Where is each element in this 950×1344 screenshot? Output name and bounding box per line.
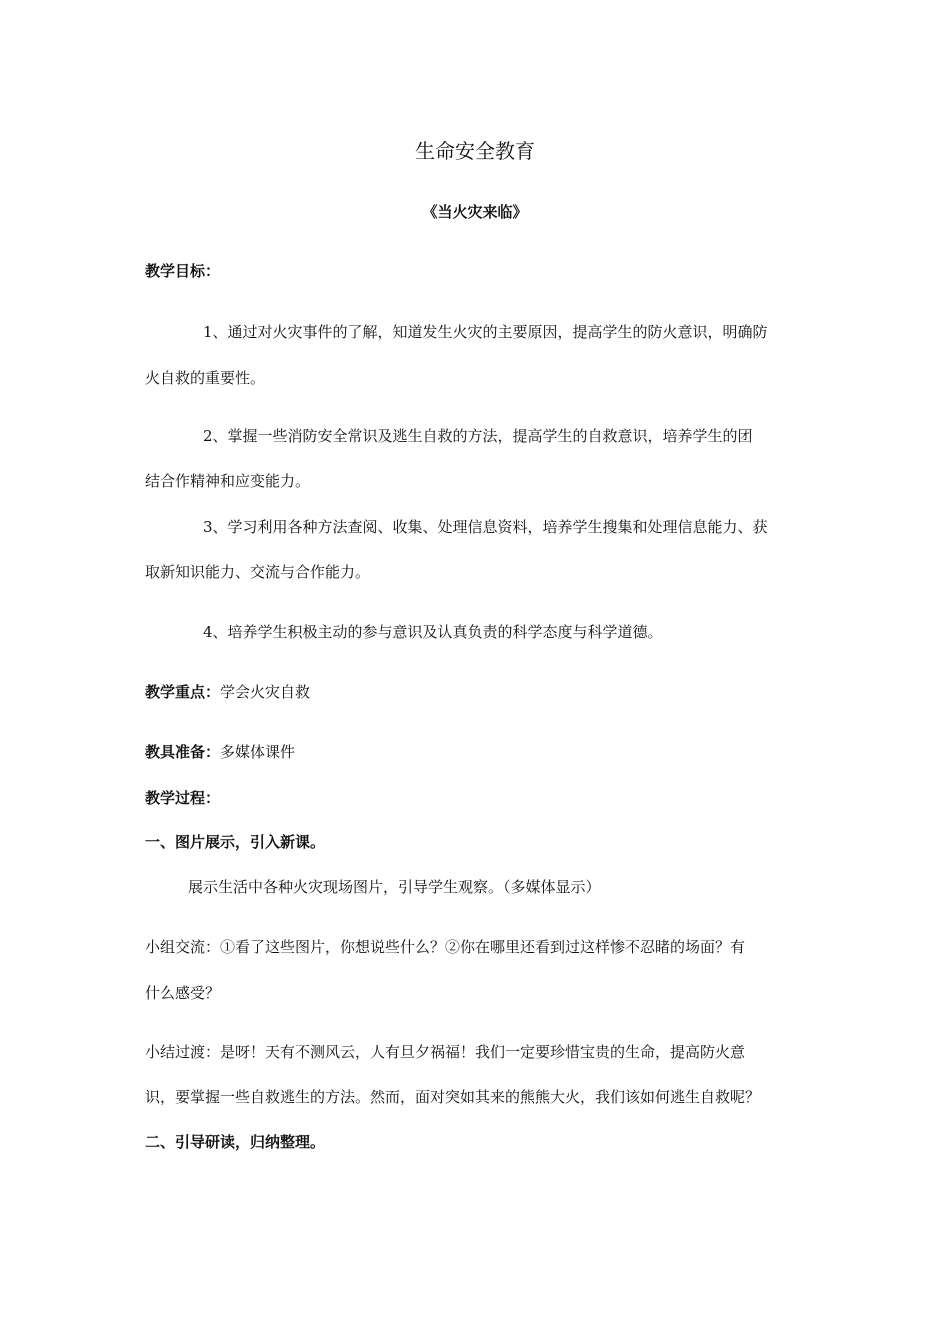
process-heading: 教学过程： [145, 789, 221, 807]
summary-line-1: 小结过渡：是呀！天有不测风云，人有旦夕祸福！我们一定要珍惜宝贵的生命，提高防火意 [145, 1043, 746, 1061]
key-point [145, 682, 310, 702]
objective-2-line-2: 结合作精神和应变能力。 [145, 472, 311, 490]
objective-1-line-2: 火自救的重要性。 [145, 369, 266, 387]
materials-value: 多媒体课件 [220, 743, 296, 761]
objectives-heading: 教学目标： [145, 262, 221, 280]
key-point-value: 学会火灾自救 [220, 683, 311, 701]
key-point-label: 教学重点： [145, 683, 221, 701]
section-1-heading: 一、图片展示，引入新课。 [145, 833, 326, 851]
objective-3-line-2: 取新知识能力、交流与合作能力。 [145, 563, 371, 581]
document-subtitle: 《当火灾来临》 [422, 203, 528, 221]
objective-4: 4、培养学生积极主动的参与意识及认真负责的科学态度与科学道德。 [203, 623, 663, 641]
materials-label: 教具准备： [145, 743, 221, 761]
group-discussion-line-1: 小组交流：①看了这些图片，你想说些什么？②你在哪里还看到过这样惨不忍睹的场面？有 [145, 938, 746, 956]
objective-3-line-1: 3、学习利用各种方法查阅、收集、处理信息资料，培养学生搜集和处理信息能力、获 [203, 518, 768, 536]
section-2-heading: 二、引导研读，归纳整理。 [145, 1133, 326, 1151]
document-title: 生命安全教育 [415, 139, 535, 163]
summary-line-2: 识，要掌握一些自救逃生的方法。然而，面对突如其来的熊熊大火，我们该如何逃生自救呢？ [145, 1088, 761, 1106]
objective-1-line-1: 1、通过对火灾事件的了解，知道发生火灾的主要原因，提高学生的防火意识，明确防 [203, 323, 768, 341]
materials [145, 742, 295, 762]
section-1-text: 展示生活中各种火灾现场图片，引导学生观察。（多媒体显示） [188, 878, 601, 896]
objective-2-line-1: 2、掌握一些消防安全常识及逃生自救的方法，提高学生的自救意识，培养学生的团 [203, 427, 753, 445]
group-discussion-line-2: 什么感受？ [145, 984, 221, 1002]
